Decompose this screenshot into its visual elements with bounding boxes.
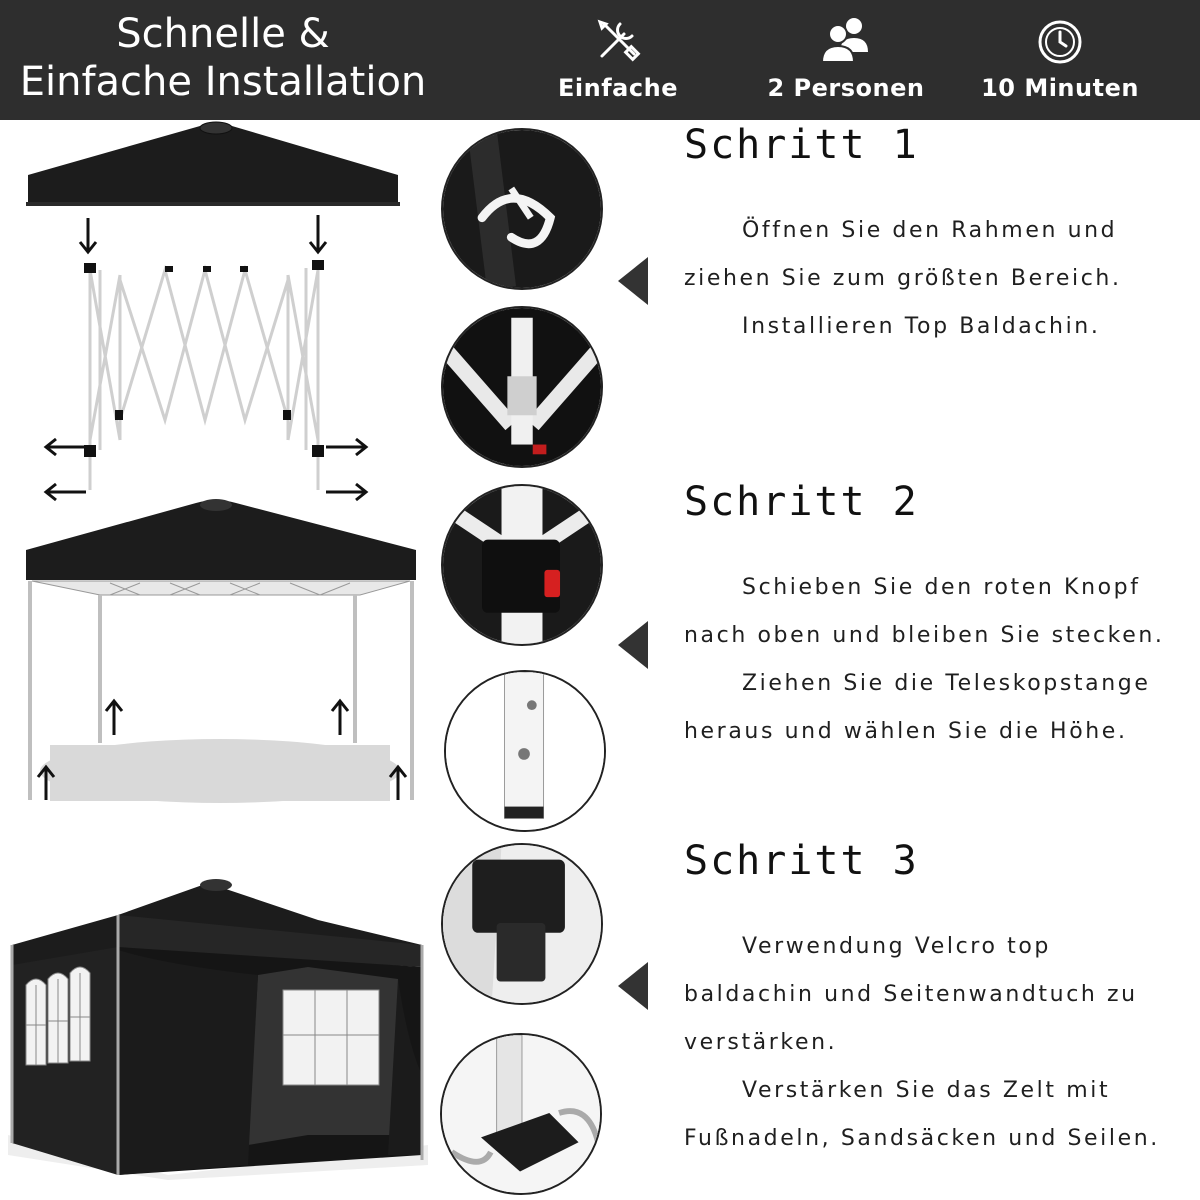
step1-title: Schritt 1 xyxy=(684,122,919,168)
step3-line2: baldachin und Seitenwandtuch zu xyxy=(684,982,1138,1007)
step1-line3: Installieren Top Baldachin. xyxy=(742,314,1101,339)
detail-frame-joint xyxy=(441,306,603,468)
feature-time-label: 10 Minuten xyxy=(981,74,1139,102)
step2-title: Schritt 2 xyxy=(684,479,919,525)
feature-persons xyxy=(746,12,946,102)
header-bar xyxy=(0,0,1200,120)
step3-line5: Fußnadeln, Sandsäcken und Seilen. xyxy=(684,1126,1160,1151)
step1-line1: Öffnen Sie den Rahmen und xyxy=(742,218,1118,243)
detail-foot-peg xyxy=(440,1033,602,1195)
step3-line3: verstärken. xyxy=(684,1030,838,1055)
feature-time xyxy=(960,12,1160,102)
step1-pointer xyxy=(618,257,648,305)
step2-line4: heraus und wählen Sie die Höhe. xyxy=(684,719,1128,744)
step3-title: Schritt 3 xyxy=(684,838,919,884)
feature-easy-label: Einfache xyxy=(558,74,678,102)
step3-illustration xyxy=(8,875,428,1180)
feature-persons-label: 2 Personen xyxy=(767,74,925,102)
step3-line4: Verstärken Sie das Zelt mit xyxy=(742,1078,1111,1103)
step2-line1: Schieben Sie den roten Knopf xyxy=(742,575,1141,600)
detail-telescopic-pole xyxy=(444,670,606,832)
feature-easy xyxy=(518,12,718,102)
tools-icon xyxy=(590,12,646,68)
step3-line1: Verwendung Velcro top xyxy=(742,934,1051,959)
step2-illustration xyxy=(20,495,420,810)
header-title-line1: Schnelle & xyxy=(116,11,330,57)
step1-illustration xyxy=(20,120,420,510)
step3-pointer xyxy=(618,962,648,1010)
step2-line2: nach oben und bleiben Sie stecken. xyxy=(684,623,1165,648)
step2-pointer xyxy=(618,621,648,669)
people-icon xyxy=(818,12,874,68)
header-title-line2: Einfache Installation xyxy=(19,59,427,105)
step1-line2: ziehen Sie zum größten Bereich. xyxy=(684,266,1122,291)
header-title xyxy=(8,10,438,106)
detail-velcro-strap xyxy=(441,128,603,290)
step2-line3: Ziehen Sie die Teleskopstange xyxy=(742,671,1151,696)
detail-velcro-top xyxy=(441,843,603,1005)
detail-red-button xyxy=(441,484,603,646)
clock-icon xyxy=(1032,12,1088,68)
